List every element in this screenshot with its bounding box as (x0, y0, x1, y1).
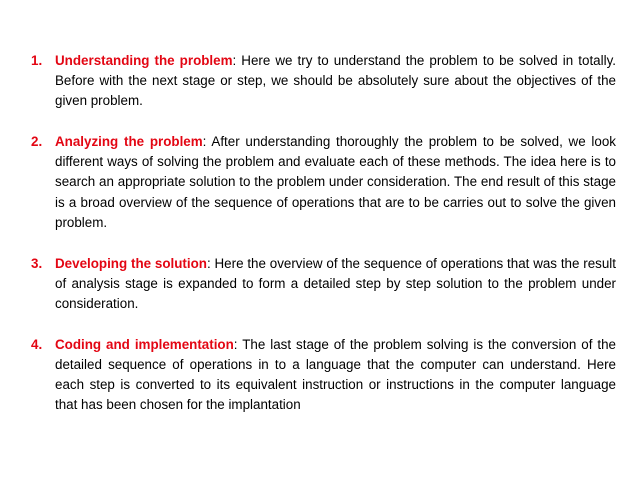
step-item-developing (31, 254, 616, 314)
step-description: : The last stage of the problem solving is the conversion of the detailed sequence of operations in to a language that the computer can understand. Here each step is converted to its equivalent instruction or instructions in the computer language that has been chosen for the implantation (55, 337, 616, 413)
step-title: Analyzing the problem (55, 134, 203, 150)
step-item-understanding (31, 51, 616, 111)
step-number: 3. (31, 255, 43, 271)
step-title: Understanding the problem (55, 53, 233, 68)
step-description: : Here the overview of the sequence of operations that was the result of analysis stage is expanded to form a detailed step by step solution to the problem under consideration. (55, 255, 616, 311)
step-description: : Here we try to understand the problem to be solved in totally. Before with the next stage or step, we should be absolutely sure about the objectives of the given problem. (55, 53, 616, 109)
problem-solving-steps-list (31, 51, 616, 436)
step-description: : After understanding thoroughly the problem to be solved, we look different ways of solving the problem and evaluate each of these methods. The idea here is to search an appropriate solution to the problem under consideration. The end result of this stage is a broad overview of the sequence of operations that are to be carries out to solve the given problem. (55, 134, 616, 230)
step-title: Coding and implementation (55, 337, 234, 353)
step-item-coding (31, 335, 616, 415)
step-number: 4. (31, 337, 43, 353)
step-title: Developing the solution (55, 255, 207, 271)
step-number: 1. (31, 53, 43, 68)
step-item-analyzing (31, 132, 616, 232)
step-number: 2. (31, 134, 43, 150)
